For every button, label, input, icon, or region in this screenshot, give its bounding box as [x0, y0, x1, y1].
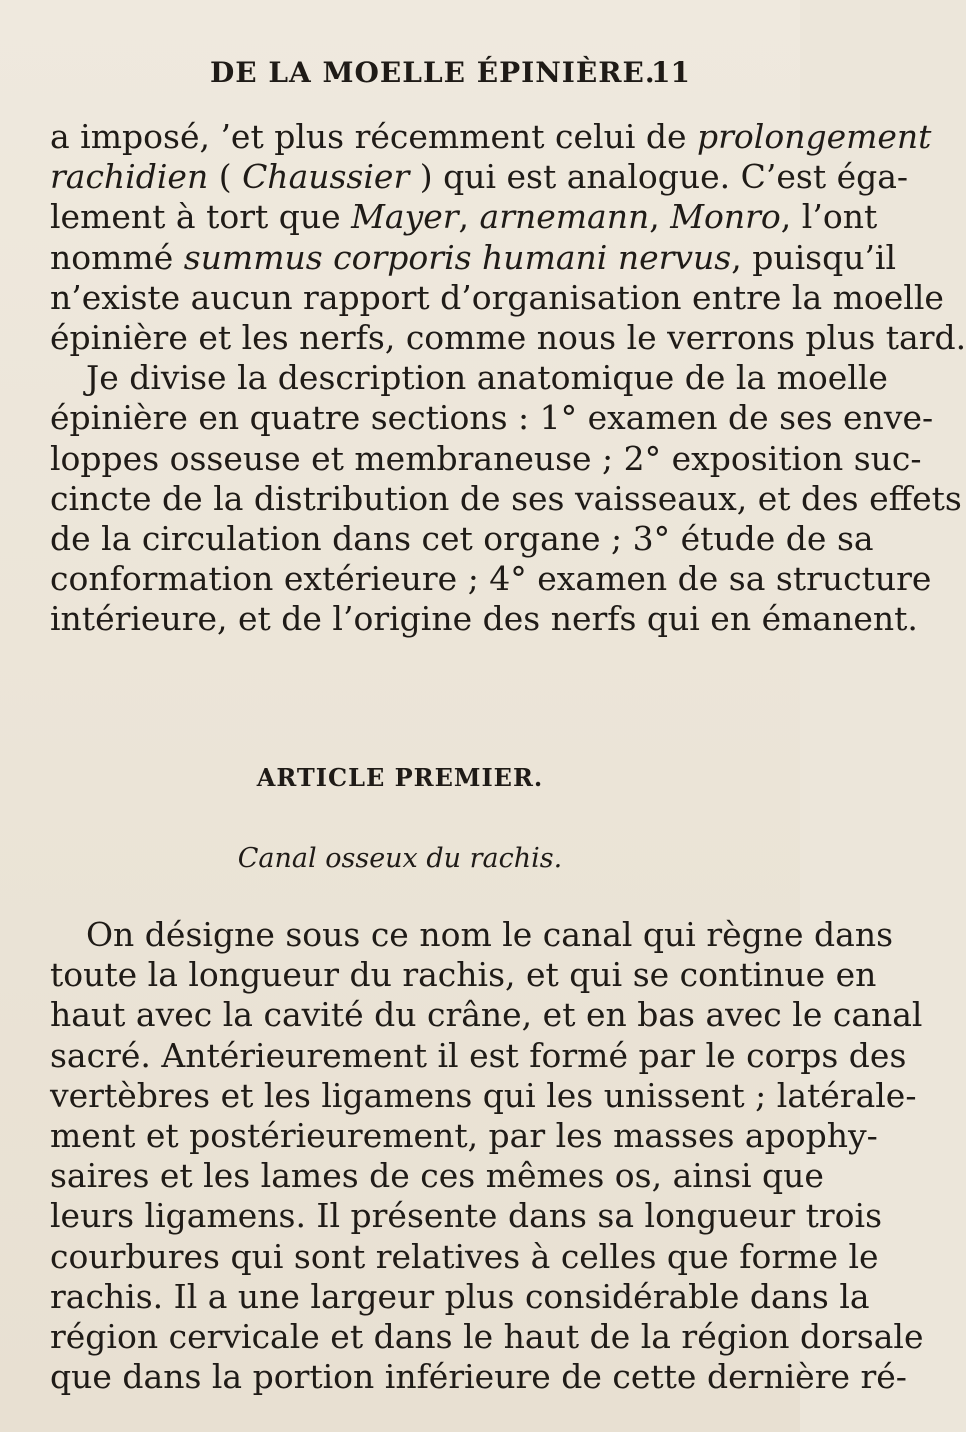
text-segment: ment et postérieurement, par les masses apophy- — [50, 1116, 878, 1156]
text-segment: a imposé, ’et plus récemment celui de — [50, 117, 698, 156]
text-segment: Je divise la description anatomique de la moelle — [86, 358, 888, 398]
running-title: DE LA MOELLE ÉPINIÈRE. — [210, 56, 656, 89]
article-subtitle: Canal osseux du rachis. — [237, 843, 563, 874]
text-line — [50, 1236, 879, 1277]
text-segment: lement à tort que — [50, 197, 352, 237]
text-segment: , — [458, 197, 480, 237]
text-line — [50, 1156, 824, 1196]
text-line — [50, 197, 878, 237]
text-line — [50, 398, 934, 438]
text-segment: intérieure, et de l’origine des nerfs qui en émanent. — [50, 599, 918, 639]
text-line — [50, 1075, 917, 1116]
text-segment: épinière et les nerfs, comme nous le verrons plus tard. — [50, 318, 966, 358]
text-line — [50, 358, 888, 398]
text-segment: loppes osseuse et membraneuse ; 2° exposition suc- — [50, 438, 922, 478]
text-segment: toute la longueur du rachis, et qui se continue en — [50, 955, 877, 995]
text-line — [50, 559, 932, 599]
italic-text: rachidien — [50, 157, 209, 197]
text-line — [50, 478, 962, 519]
italic-text: prolongement — [697, 117, 932, 156]
text-line — [50, 519, 874, 559]
text-line — [50, 277, 944, 318]
text-segment: nommé — [50, 237, 184, 277]
text-segment: saires et les lames de ces mêmes os, ainsi que — [50, 1156, 824, 1196]
text-line — [50, 117, 932, 157]
intro-text-block — [50, 117, 966, 640]
text-segment: vertèbres et les ligamens qui les unissent ; latérale- — [50, 1075, 917, 1115]
text-line — [50, 1317, 924, 1357]
text-line — [50, 318, 966, 358]
text-segment: cincte de la distribution de ses vaisseaux, et des effets — [50, 478, 962, 518]
text-segment: courbures qui sont relatives à celles que forme le — [50, 1236, 879, 1276]
text-line — [50, 915, 894, 955]
text-segment: sacré. Antérieurement il est formé par le corps des — [50, 1035, 907, 1075]
italic-text: Chaussier — [242, 157, 410, 197]
article-heading: ARTICLE PREMIER. — [256, 763, 544, 792]
italic-text: Mayer — [351, 197, 459, 237]
text-line — [50, 1276, 870, 1317]
text-segment: de la circulation dans cet organe ; 3° étude de sa — [50, 519, 874, 559]
text-segment: ) qui est analogue. C’est éga- — [409, 157, 909, 197]
paragraph-canal — [50, 915, 924, 1397]
text-segment: région cervicale et dans le haut de la région dorsale — [50, 1317, 924, 1357]
page-number: 11 — [651, 56, 690, 89]
text-segment: que dans la portion inférieure de cette dernière ré- — [50, 1357, 907, 1397]
text-line — [50, 599, 918, 639]
text-line — [50, 955, 877, 995]
text-segment: ( — [208, 157, 243, 197]
paragraph-division — [50, 358, 962, 639]
text-segment: , l’ont — [780, 197, 878, 237]
text-segment: conformation extérieure ; 4° examen de sa structure — [50, 559, 932, 599]
text-segment: On désigne sous ce nom le canal qui règne dans — [86, 915, 894, 954]
text-line — [50, 1196, 883, 1236]
italic-text: summus corporis humani nervus — [183, 237, 732, 277]
text-line — [50, 237, 897, 278]
italic-text: arnemann — [479, 197, 650, 237]
italic-text: Monro — [670, 197, 781, 237]
text-segment: n’existe aucun rapport d’organisation entre la moelle — [50, 277, 944, 317]
article-body — [50, 915, 924, 1397]
text-line — [50, 1116, 878, 1156]
text-line — [50, 157, 909, 197]
text-segment: , — [649, 197, 671, 237]
text-segment: leurs ligamens. Il présente dans sa longueur trois — [50, 1196, 883, 1236]
text-line — [50, 438, 922, 479]
text-segment: haut avec la cavité du crâne, et en bas avec le canal — [50, 995, 923, 1035]
running-head — [0, 56, 800, 96]
text-segment: rachis. Il a une largeur plus considérable dans la — [50, 1276, 870, 1316]
text-line — [50, 1357, 907, 1397]
text-segment: , puisqu’il — [731, 237, 897, 277]
text-line — [50, 1035, 907, 1076]
text-segment: épinière en quatre sections : 1° examen de ses enve- — [50, 398, 934, 438]
paragraph-intro — [50, 117, 966, 358]
text-line — [50, 995, 923, 1035]
